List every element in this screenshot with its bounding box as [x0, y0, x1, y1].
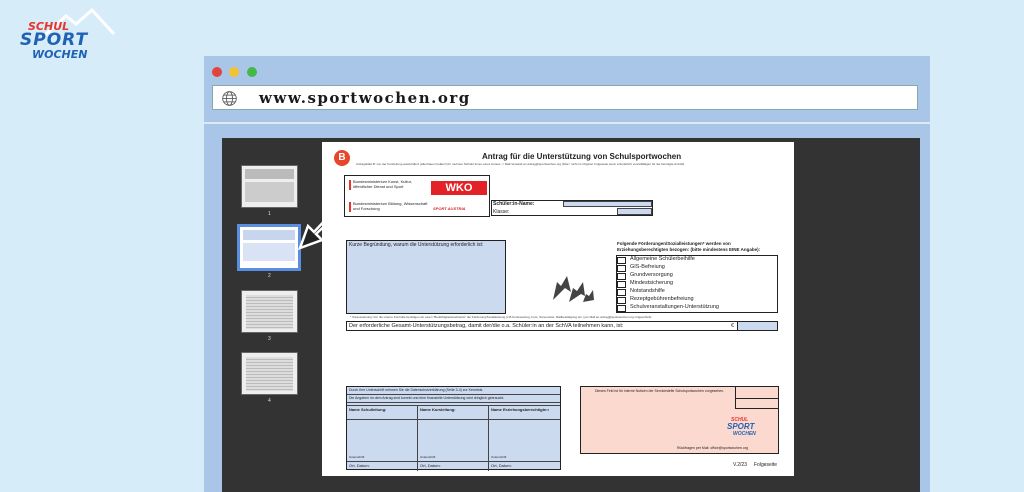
- globe-icon: [221, 90, 238, 107]
- wko-logo: WKO: [431, 181, 487, 195]
- benefit-item: Mindestsicherung: [630, 280, 674, 286]
- benefit-item: Notstandshilfe: [630, 288, 665, 294]
- divider: [204, 122, 930, 124]
- minimize-dot[interactable]: [229, 67, 239, 77]
- close-dot[interactable]: [212, 67, 222, 77]
- version-label: V.2/23: [733, 462, 747, 468]
- benefit-item: Allgemeine Schülerbeihilfe: [630, 256, 695, 262]
- student-name-label: Schüler:in-Name:: [493, 201, 535, 207]
- window-controls: [212, 64, 260, 82]
- consent-row: [347, 387, 560, 395]
- page-thumbnail-1[interactable]: [241, 165, 298, 208]
- address-bar[interactable]: [212, 85, 918, 110]
- logo-line3: WOCHEN: [32, 48, 88, 61]
- page-thumbnail-4[interactable]: [241, 352, 298, 395]
- form-instructions: Antragsblatt B: von der Kurzleitung auszufüllen! (alle blauen Felder!) für mehrere Schüler:innen eines Kurses -> Mail-Versand an antrag@sportwochen.org (bitte ! nicht im Original, Folgeseite wenn erforderlich vervielfältigen für die benötigte Anzahl): [356, 162, 685, 166]
- class-field[interactable]: [617, 208, 652, 215]
- signature-label: Unterschrift: [491, 455, 507, 459]
- benefit-checkbox[interactable]: [617, 289, 626, 296]
- schulsportwochen-logo: [14, 8, 124, 66]
- signature-column[interactable]: [347, 405, 418, 471]
- benefit-item: Schulveranstaltungen-Unterstützung: [630, 304, 719, 310]
- amount-field[interactable]: [737, 322, 777, 330]
- place-date-label: Ort, Datum:: [420, 463, 441, 468]
- benefits-title: Folgende Förderungen/Sozialleistungen* werden von Erziehungsberechtigten bezogen: (bitte mindestens EINE Angabe):: [617, 241, 761, 252]
- class-label: Klasse:: [493, 209, 510, 215]
- thumbnail-label: 4: [268, 398, 271, 404]
- logo-line1: SCHUL: [731, 417, 749, 423]
- benefit-item: Rezeptgebührenbefreiung: [630, 296, 694, 302]
- benefit-checkbox[interactable]: [617, 257, 626, 264]
- rising-arrows-icon: [551, 272, 601, 304]
- signature-label: Unterschrift: [420, 455, 436, 459]
- schulsportwochen-logo-small: [725, 413, 775, 443]
- form-title: Antrag für die Unterstützung von Schulsportwochen: [482, 152, 682, 161]
- benefit-checkbox[interactable]: [617, 281, 626, 288]
- page-thumbnail-3[interactable]: [241, 290, 298, 333]
- consent-text-2: Die Angaben im dem Antrag sind korrekt und eine finanzielle Unterstützung wird dringlich gebraucht.: [349, 396, 505, 400]
- amount-label: Der erforderliche Gesamt-Unterstützungsbetrag, damit der/die o.a. Schüler:in an der SchVA teilnehmen kann, ist:: [349, 323, 624, 329]
- reason-textarea[interactable]: [346, 240, 506, 314]
- place-date-label: Ort, Datum:: [491, 463, 512, 468]
- place-date-label: Ort, Datum:: [349, 463, 370, 468]
- contact-text: Rückfragen per Mail: office@sportwochen.org: [677, 446, 748, 450]
- benefit-checkbox[interactable]: [617, 297, 626, 304]
- footnote: * Voraussetzung: Für die interne Kontrolle benötigen wir einen "Bedürftigkeitsnachweis" der Förderung/Sozialleistung (z.B Kontoauszug, Foto, Screenshot, Mailbestätigung etc.) per Mail an antrag@sportwochen.org mitgeschickt.: [350, 315, 653, 319]
- sport-austria-logo: SPORT AUSTRIA: [433, 206, 466, 211]
- next-page-link[interactable]: Folgeseite: [754, 462, 778, 468]
- logo-line2: SPORT: [727, 422, 755, 431]
- form-b-badge-icon: B: [334, 150, 350, 166]
- thumbnail-label: 1: [268, 211, 271, 217]
- internal-note-text: Dieses Feld ist für interne Notizen der Servicestelle Schulsportwochen vorgesehen.: [595, 389, 725, 393]
- ministry-2: Bundesministerium Bildung, Wissenschaft und Forschung: [353, 201, 428, 211]
- benefit-checkbox[interactable]: [617, 265, 626, 272]
- benefit-item: GIS-Befreiung: [630, 264, 665, 270]
- logo-line1: SCHUL: [28, 20, 70, 33]
- consent-text-1: Durch Ihre Unterschrift nehmen Sie die Datenschutzerklärung (Seite 3-4) zur Kenntnis.: [349, 388, 484, 392]
- signature-column[interactable]: [489, 405, 560, 471]
- benefit-checkbox[interactable]: [617, 305, 626, 312]
- ministry-1: Bundesministerium Kunst, Kultur, öffentlicher Dienst und Sport: [353, 179, 412, 189]
- benefit-checkbox[interactable]: [617, 273, 626, 280]
- student-name-field[interactable]: [563, 201, 652, 207]
- sponsor-logos-box: [344, 175, 490, 217]
- benefit-item: Grundversorgung: [630, 272, 673, 278]
- sign-col-label: Name Erziehungsberechtigte:r: [491, 407, 550, 412]
- consent-row: [347, 395, 560, 403]
- sign-col-label: Name Schulleitung:: [349, 407, 387, 412]
- maximize-dot[interactable]: [247, 67, 257, 77]
- logo-line3: WOCHEN: [733, 431, 756, 437]
- amount-row: [346, 321, 778, 331]
- signature-column[interactable]: [418, 405, 489, 471]
- currency-symbol: €: [731, 323, 735, 329]
- reason-label: Kurze Begründung, warum die Unterstützung erforderlich ist:: [349, 242, 484, 248]
- signature-label: Unterschrift: [349, 455, 365, 459]
- signature-table: [346, 386, 561, 470]
- page-thumbnail-2[interactable]: [237, 224, 301, 271]
- logo-line2: SPORT: [20, 30, 89, 50]
- thumbnail-label: 3: [268, 336, 271, 342]
- sign-col-label: Name Kursleitung:: [420, 407, 456, 412]
- url-text: www.sportwochen.org: [259, 89, 471, 107]
- internal-notes-box: [580, 386, 779, 454]
- thumbnail-label: 2: [268, 273, 271, 279]
